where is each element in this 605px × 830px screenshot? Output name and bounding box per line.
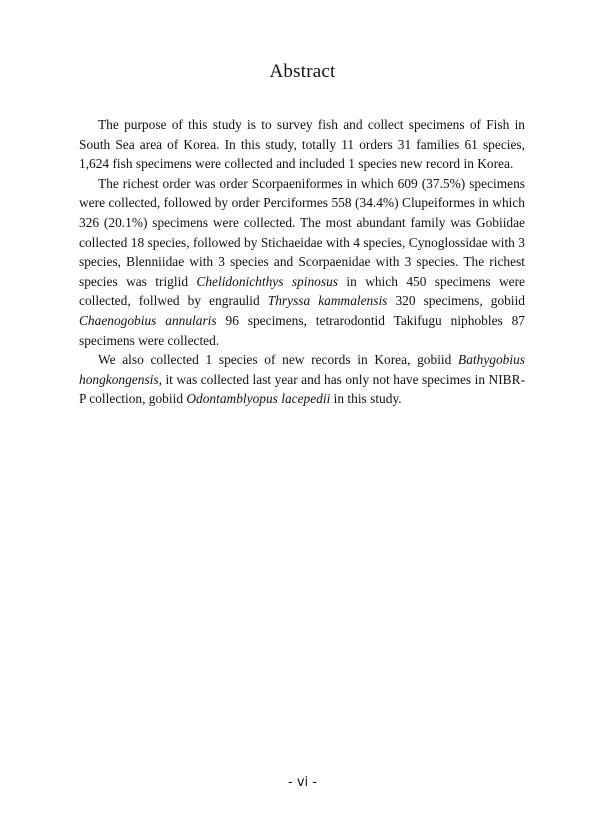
page-title: Abstract <box>269 61 336 82</box>
text-run: The purpose of this study is to survey fish and collect specimens of Fish in South Sea area of Korea. In this study, totally 11 orders 31 families 61 species, 1,624 fish specimens were collected and included 1 species new record in Korea. <box>79 117 525 172</box>
abstract-paragraph-2 <box>79 174 525 350</box>
species-name: Odontamblyopus lacepedii <box>186 391 331 407</box>
text-run: 320 specimens, gobiid <box>387 293 525 309</box>
species-name: Bathygobius hongkongensis, <box>79 352 525 387</box>
text-run: in which 450 specimens were collected, follwed by engraulid <box>79 273 525 309</box>
text-run: 96 specimens, tetrarodontid Takifugu niphobles 87 specimens were collected. <box>79 312 525 348</box>
abstract-paragraph-3 <box>79 350 525 409</box>
abstract-body <box>79 115 525 409</box>
species-name: Chaenogobius annularis <box>79 312 217 328</box>
text-run: it was collected last year and has only not have specimes in NIBR-P collection, gobiid <box>79 371 525 407</box>
text-run: The richest order was order Scorpaeniformes in which 609 (37.5%) specimens were collected, followed by order Perciformes 558 (34.4%) Clupeiformes in which 326 (20.1%) specimens were collected. The most abundant family was Gobiidae collected 18 species, followed by Stichaeidae with 4 species, Cynoglossidae with 3 species, Blenniidae with 3 species and Scorpaenidae with 3 species. The richest species was triglid <box>79 175 525 289</box>
text-run: We also collected 1 species of new records in Korea, gobiid <box>98 352 459 368</box>
abstract-paragraph-1 <box>79 115 525 174</box>
species-name: Thryssa kammalensis <box>267 293 388 309</box>
species-name: Chelidonichthys spinosus <box>196 273 338 289</box>
text-run: in this study. <box>330 391 402 407</box>
page-number: - vi - <box>288 775 317 790</box>
